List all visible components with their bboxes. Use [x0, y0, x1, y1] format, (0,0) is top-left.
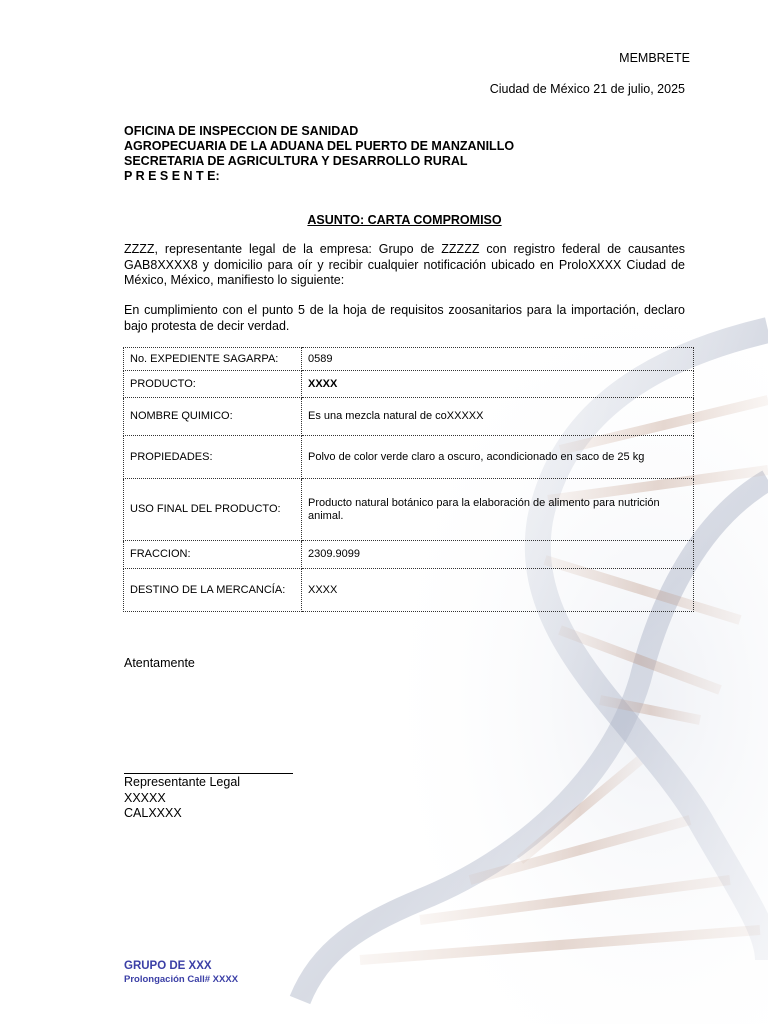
row-value: Producto natural botánico para la elaboración de alimento para nutrición animal.: [302, 479, 694, 541]
row-label: No. EXPEDIENTE SAGARPA:: [124, 348, 302, 371]
table-row: [124, 348, 694, 371]
letterhead-placeholder: MEMBRETE: [619, 51, 690, 65]
row-value: XXXX: [302, 569, 694, 612]
row-label: FRACCION:: [124, 541, 302, 569]
body-paragraph: En cumplimiento con el punto 5 de la hoja de requisitos zoosanitarios para la importación, declaro bajo protesta de decir verdad.: [124, 303, 685, 333]
table-row: [124, 479, 694, 541]
table-row: [124, 398, 694, 436]
signature-block: [124, 775, 240, 822]
row-value: 0589: [302, 348, 694, 371]
row-value: Es una mezcla natural de coXXXXX: [302, 398, 694, 436]
closing-salutation: Atentamente: [124, 656, 195, 670]
body-paragraph: ZZZZ, representante legal de la empresa: Grupo de ZZZZZ con registro federal de causantes GAB8XXXX8 y domicilio para oír y recibir cualquier notificación ubicado en ProloXXXX Ciudad de México, México, manifiesto lo siguiente:: [124, 242, 685, 287]
signature-line: [124, 773, 293, 774]
table-row: [124, 371, 694, 398]
row-label: PROPIEDADES:: [124, 436, 302, 479]
table-row: [124, 541, 694, 569]
date-line: Ciudad de México 21 de julio, 2025: [489, 82, 685, 96]
addressee-presente: P R E S E N T E:: [124, 169, 220, 183]
addressee-line: SECRETARIA DE AGRICULTURA Y DESARROLLO RURAL: [124, 154, 468, 168]
footer-block: [124, 960, 238, 985]
signer-role: Representante Legal: [124, 775, 241, 789]
product-data-table: [123, 347, 694, 612]
row-value: Polvo de color verde claro a oscuro, acondicionado en saco de 25 kg: [302, 436, 694, 479]
addressee-line: OFICINA DE INSPECCION DE SANIDAD: [124, 124, 359, 138]
addressee-block: [124, 124, 514, 184]
row-label: NOMBRE QUIMICO:: [124, 398, 302, 436]
signer-id: CALXXXX: [124, 806, 182, 820]
table-row: [124, 569, 694, 612]
row-value: 2309.9099: [302, 541, 694, 569]
addressee-line: AGROPECUARIA DE LA ADUANA DEL PUERTO DE MANZANILLO: [124, 139, 515, 153]
row-value: XXXX: [302, 371, 694, 398]
table-row: [124, 436, 694, 479]
subject-heading: ASUNTO: CARTA COMPROMISO: [307, 213, 502, 227]
row-label: PRODUCTO:: [124, 371, 302, 398]
row-label: USO FINAL DEL PRODUCTO:: [124, 479, 302, 541]
footer-address: Prolongación Call# XXXX: [124, 974, 239, 985]
signer-name: XXXXX: [124, 790, 166, 805]
footer-company: GRUPO DE XXX: [124, 960, 212, 972]
row-label: DESTINO DE LA MERCANCÍA:: [124, 569, 302, 612]
